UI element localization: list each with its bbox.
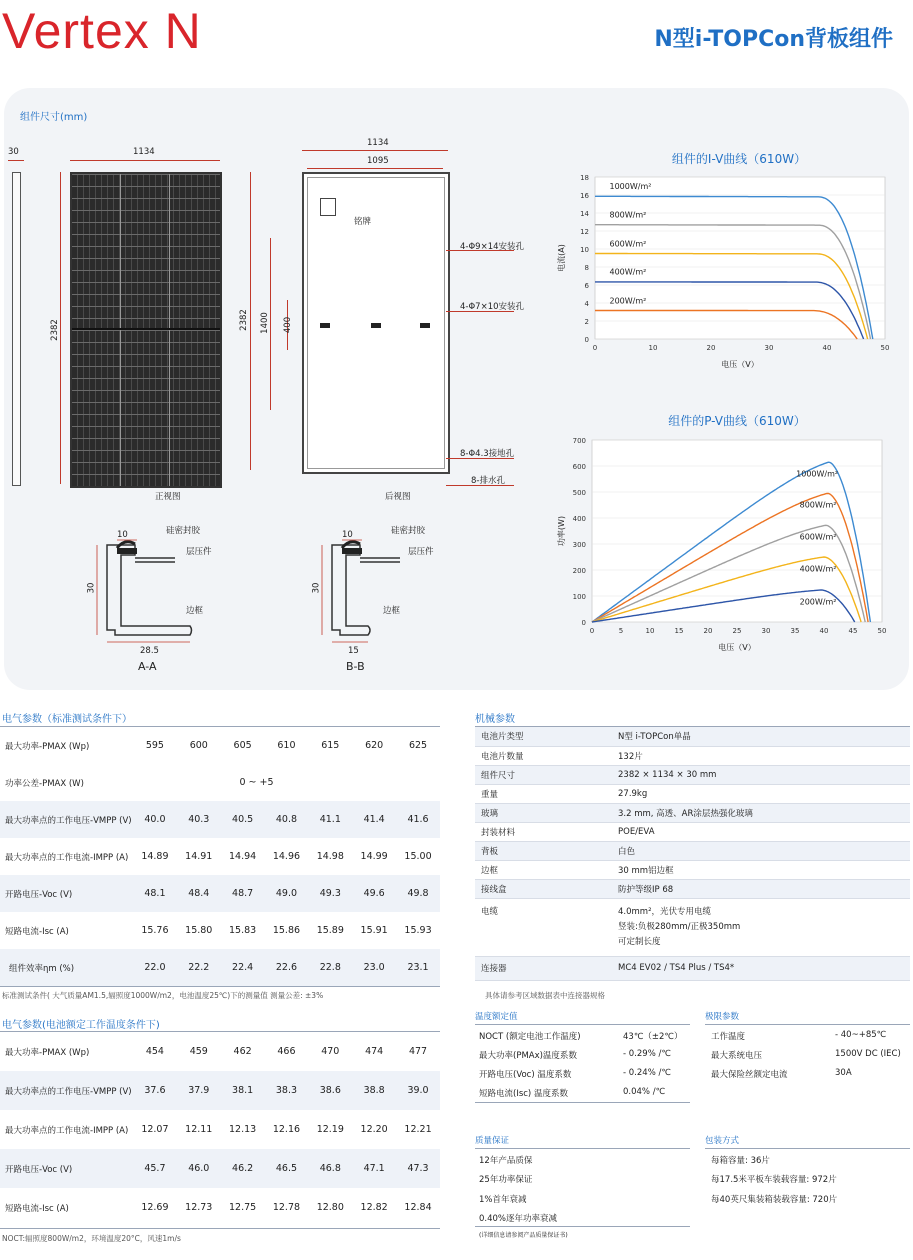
iv-chart — [550, 165, 905, 375]
leader-line — [446, 458, 514, 459]
packing-list — [705, 1150, 910, 1210]
table-row: 电池片数量 132片 — [475, 746, 910, 765]
table-row: 最大功率点的工作电流-IMPP (A) 14.89 14.91 14.94 14.96 14.98 14.99 15.00 — [5, 851, 432, 863]
hole4-label: 8-排水孔 — [471, 476, 505, 486]
x-tick-label: 50 — [877, 627, 887, 635]
leader-line — [446, 311, 514, 312]
sec-a-frame-label: 边框 — [186, 606, 204, 616]
hole1-label: 4-Φ9×14安装孔 — [460, 242, 525, 252]
table-row: 开路电压-Voc (V) 45.7 46.0 46.2 46.5 46.8 47.1 47.3 — [0, 1149, 440, 1188]
divider — [705, 1024, 910, 1025]
noct-note: NOCT:辐照度800W/m2，环境温度20°C，风速1m/s — [2, 1234, 181, 1243]
table-row: 开路电压-Voc (V) 48.1 48.4 48.7 49.0 49.3 49.6 49.8 — [0, 875, 440, 912]
list-item: 25年功率保证 — [479, 1175, 533, 1185]
list-item: NOCT (额定电池工作温度) — [479, 1032, 581, 1042]
table-row: 电池片类型 N型 i-TOPCon单晶 — [475, 727, 910, 746]
page-title: N型i-TOPCon背板组件 — [654, 27, 893, 52]
back-height-label: 2382 — [238, 309, 249, 331]
y-tick-label: 0 — [584, 336, 589, 344]
side-thickness-label: 30 — [8, 147, 19, 157]
packing-section-title: 包装方式 — [705, 1136, 740, 1146]
y-tick-label: 600 — [572, 463, 586, 471]
series-label: 600W/m² — [799, 532, 837, 542]
junction-box — [420, 323, 430, 328]
back-400-label: 400 — [283, 316, 294, 334]
limits-section-title: 极限参数 — [705, 1012, 740, 1022]
x-tick-label: 20 — [706, 344, 716, 352]
y-tick-label: 10 — [580, 246, 589, 254]
mechanical-note: 具体请参考区域数据表中连接器规格 — [485, 991, 605, 1000]
table-row: 接线盒 防护等级IP 68 — [475, 879, 910, 898]
back-1400-label: 1400 — [259, 312, 270, 334]
table-row: 短路电流-Isc (A) 15.76 15.80 15.83 15.86 15.89 15.91 15.93 — [5, 925, 432, 937]
table-row: 最大功率-PMAX (Wp) 454 459 462 466 470 474 477 — [5, 1046, 428, 1058]
list-item-value: 30A — [835, 1068, 852, 1078]
nameplate-box — [320, 198, 336, 216]
y-tick-label: 100 — [572, 593, 586, 601]
sec-a-seal-label: 硅密封胶 — [166, 526, 201, 536]
list-item-value: - 40~+85℃ — [835, 1030, 887, 1040]
table-row: 最大功率-PMAX (Wp) 595 600 605 610 615 620 625 — [5, 740, 428, 752]
sec-a-width-label: 28.5 — [140, 646, 159, 656]
sec-b-caption: B-B — [346, 660, 365, 673]
brand-logo: Vertex N — [2, 3, 202, 59]
y-tick-label: 400 — [572, 515, 586, 523]
table-row: 连接器 MC4 EV02 / TS4 Plus / TS4* — [475, 956, 910, 980]
x-tick-label: 20 — [703, 627, 713, 635]
series-label: 200W/m² — [799, 597, 837, 607]
series-label: 800W/m² — [609, 210, 647, 220]
list-item: 开路电压(Voc) 温度系数 — [479, 1070, 572, 1080]
section-b-drawing — [320, 530, 410, 650]
iv-chart-title: 组件的I-V曲线（610W） — [671, 152, 807, 166]
y-axis-label: 功率(W) — [557, 515, 566, 547]
sec-b-seal-label: 硅密封胶 — [391, 526, 426, 536]
noct-section-title: 电气参数(电池额定工作温度条件下) — [2, 1020, 160, 1031]
x-tick-label: 30 — [761, 627, 771, 635]
stc-note: 标准测试条件( 大气质量AM1.5,辐照度1000W/m2，电池温度25℃)下的测量值 测量公差: ±3% — [2, 991, 324, 1000]
hole2-label: 4-Φ7×10安装孔 — [460, 302, 525, 312]
leader-line — [446, 485, 514, 486]
list-item: 12年产品质保 — [479, 1156, 533, 1166]
dim-line — [250, 172, 251, 470]
y-tick-label: 300 — [572, 541, 586, 549]
series-label: 1000W/m² — [796, 469, 839, 479]
sec-b-press-label: 层压件 — [408, 547, 434, 557]
y-tick-label: 16 — [580, 192, 589, 200]
sec-b-top-label: 10 — [342, 530, 353, 540]
list-item-value: - 0.24% /℃ — [623, 1068, 671, 1078]
table-row: 电缆 4.0mm²，光伏专用电缆 竖装:负极280mm/正极350mm 可定制长度 — [475, 898, 910, 956]
list-item: 0.40%逐年功率衰减 — [479, 1214, 558, 1224]
series-label: 200W/m² — [609, 296, 647, 306]
front-height-label: 2382 — [49, 319, 60, 341]
y-tick-label: 4 — [584, 300, 589, 308]
table-row: 组件效率ηm (%) 22.0 22.2 22.4 22.6 22.8 23.0 23.1 — [0, 949, 440, 986]
y-axis-label: 电流(A) — [557, 244, 566, 272]
y-tick-label: 500 — [572, 489, 586, 497]
sec-a-height-label: 30 — [86, 582, 97, 594]
front-width-label: 1134 — [133, 147, 155, 157]
noct-table — [0, 1032, 440, 1227]
back-width-label: 1134 — [367, 138, 389, 148]
y-tick-label: 2 — [584, 318, 589, 326]
y-tick-label: 8 — [584, 264, 589, 272]
temperature-section-title: 温度额定值 — [475, 1012, 518, 1022]
dim-line — [8, 160, 24, 161]
y-tick-label: 14 — [580, 210, 589, 218]
dim-line — [302, 150, 448, 151]
list-item: 短路电流(Isc) 温度系数 — [479, 1089, 568, 1099]
series-label: 400W/m² — [609, 267, 647, 277]
divider — [0, 986, 440, 987]
table-row: 短路电流-Isc (A) 12.69 12.73 12.75 12.78 12.80 12.82 12.84 — [5, 1202, 432, 1214]
x-tick-label: 35 — [790, 627, 800, 635]
list-item: 1%首年衰减 — [479, 1195, 527, 1205]
x-tick-label: 40 — [822, 344, 832, 352]
front-view — [70, 172, 222, 488]
sec-b-width-label: 15 — [348, 646, 359, 656]
x-tick-label: 45 — [848, 627, 858, 635]
divider — [475, 1148, 690, 1149]
nameplate-label: 铭牌 — [354, 217, 372, 227]
table-row: 功率公差-PMAX (W) 0 ~ +5 — [5, 777, 274, 789]
side-view — [12, 172, 21, 486]
back-view — [302, 172, 450, 474]
y-tick-label: 200 — [572, 567, 586, 575]
list-item-value: 0.04% /℃ — [623, 1087, 666, 1097]
series-label: 800W/m² — [799, 500, 837, 510]
list-item: 最大功率(PMAx)温度系数 — [479, 1051, 577, 1061]
hole3-label: 8-Φ4.3接地孔 — [460, 449, 515, 459]
stc-table — [0, 727, 440, 986]
dim-line — [70, 160, 220, 161]
warranty-list — [475, 1150, 690, 1225]
x-tick-label: 40 — [819, 627, 829, 635]
divider — [475, 1024, 690, 1025]
sec-a-press-label: 层压件 — [186, 547, 212, 557]
y-tick-label: 12 — [580, 228, 589, 236]
mechanical-section-title: 机械参数 — [475, 714, 515, 725]
pv-chart — [550, 430, 905, 660]
dim-line — [270, 238, 271, 410]
plot-area — [595, 177, 885, 339]
y-tick-label: 0 — [581, 619, 586, 627]
list-item-value: - 0.29% /℃ — [623, 1049, 671, 1059]
series-label: 600W/m² — [609, 239, 647, 249]
x-tick-label: 15 — [674, 627, 684, 635]
x-tick-label: 0 — [589, 627, 595, 635]
x-tick-label: 30 — [764, 344, 774, 352]
table-row: 封装材料 POE/EVA — [475, 822, 910, 841]
divider — [705, 1148, 910, 1149]
table-row: 背板 白色 — [475, 841, 910, 860]
x-axis-label: 电压（V） — [721, 360, 759, 369]
y-tick-label: 700 — [572, 437, 586, 445]
list-item: 每17.5米平板车装载容量: 972片 — [711, 1175, 837, 1185]
series-label: 1000W/m² — [609, 182, 652, 192]
x-axis-label: 电压（V） — [718, 643, 756, 652]
x-tick-label: 10 — [648, 344, 658, 352]
divider — [475, 1102, 690, 1103]
x-tick-label: 25 — [732, 627, 742, 635]
back-view-caption: 后视图 — [385, 492, 411, 502]
mechanical-table — [475, 727, 910, 981]
temperature-list — [475, 1026, 690, 1102]
drawing-title: 组件尺寸(mm) — [20, 112, 88, 123]
table-row: 最大功率点的工作电流-IMPP (A) 12.07 12.11 12.13 12.16 12.19 12.20 12.21 — [5, 1124, 432, 1136]
sec-b-height-label: 30 — [311, 582, 322, 594]
back-inner-width-label: 1095 — [367, 156, 389, 166]
y-tick-label: 6 — [584, 282, 589, 290]
warranty-section-title: 质量保证 — [475, 1136, 510, 1146]
stc-section-title: 电气参数（标准测试条件下） — [2, 714, 132, 725]
plot-area — [592, 440, 882, 622]
y-tick-label: 18 — [580, 174, 589, 182]
table-row: 玻璃 3.2 mm, 高透、AR涂层热强化玻璃 — [475, 803, 910, 822]
junction-box — [371, 323, 381, 328]
list-item: 最大保险丝额定电流 — [711, 1070, 788, 1080]
divider — [0, 1228, 440, 1229]
table-row: 组件尺寸 2382 × 1134 × 30 mm — [475, 765, 910, 784]
leader-line — [446, 250, 514, 251]
list-item: 工作温度 — [711, 1032, 746, 1042]
table-row: 最大功率点的工作电压-VMPP (V) 40.0 40.3 40.5 40.8 41.1 41.4 41.6 — [0, 801, 440, 838]
table-row: 重量 27.9kg — [475, 784, 910, 803]
divider — [475, 1226, 690, 1227]
dim-line — [307, 168, 443, 169]
x-tick-label: 0 — [592, 344, 598, 352]
table-row: 最大功率点的工作电压-VMPP (V) 37.6 37.9 38.1 38.3 38.6 38.8 39.0 — [0, 1071, 440, 1110]
dim-line — [60, 172, 61, 484]
list-item: 每40英尺集装箱装载容量: 720片 — [711, 1195, 838, 1205]
series-label: 400W/m² — [799, 564, 837, 574]
sec-a-top-label: 10 — [117, 530, 128, 540]
warranty-note: (详细信息请参阅产品质量保证书) — [479, 1232, 568, 1239]
list-item-value: 1500V DC (IEC) — [835, 1049, 901, 1059]
list-item: 每箱容量: 36片 — [711, 1156, 770, 1166]
list-item: 最大系统电压 — [711, 1051, 763, 1061]
x-tick-label: 10 — [645, 627, 655, 635]
x-tick-label: 5 — [618, 627, 624, 635]
pv-chart-title: 组件的P-V曲线（610W） — [668, 414, 806, 428]
table-row: 边框 30 mm铝边框 — [475, 860, 910, 879]
sec-a-caption: A-A — [138, 660, 157, 673]
sec-b-frame-label: 边框 — [383, 606, 401, 616]
list-item-value: 43℃（±2℃） — [623, 1032, 683, 1042]
limits-list — [705, 1026, 910, 1086]
x-tick-label: 50 — [880, 344, 890, 352]
junction-box — [320, 323, 330, 328]
front-view-caption: 正视图 — [155, 492, 181, 502]
